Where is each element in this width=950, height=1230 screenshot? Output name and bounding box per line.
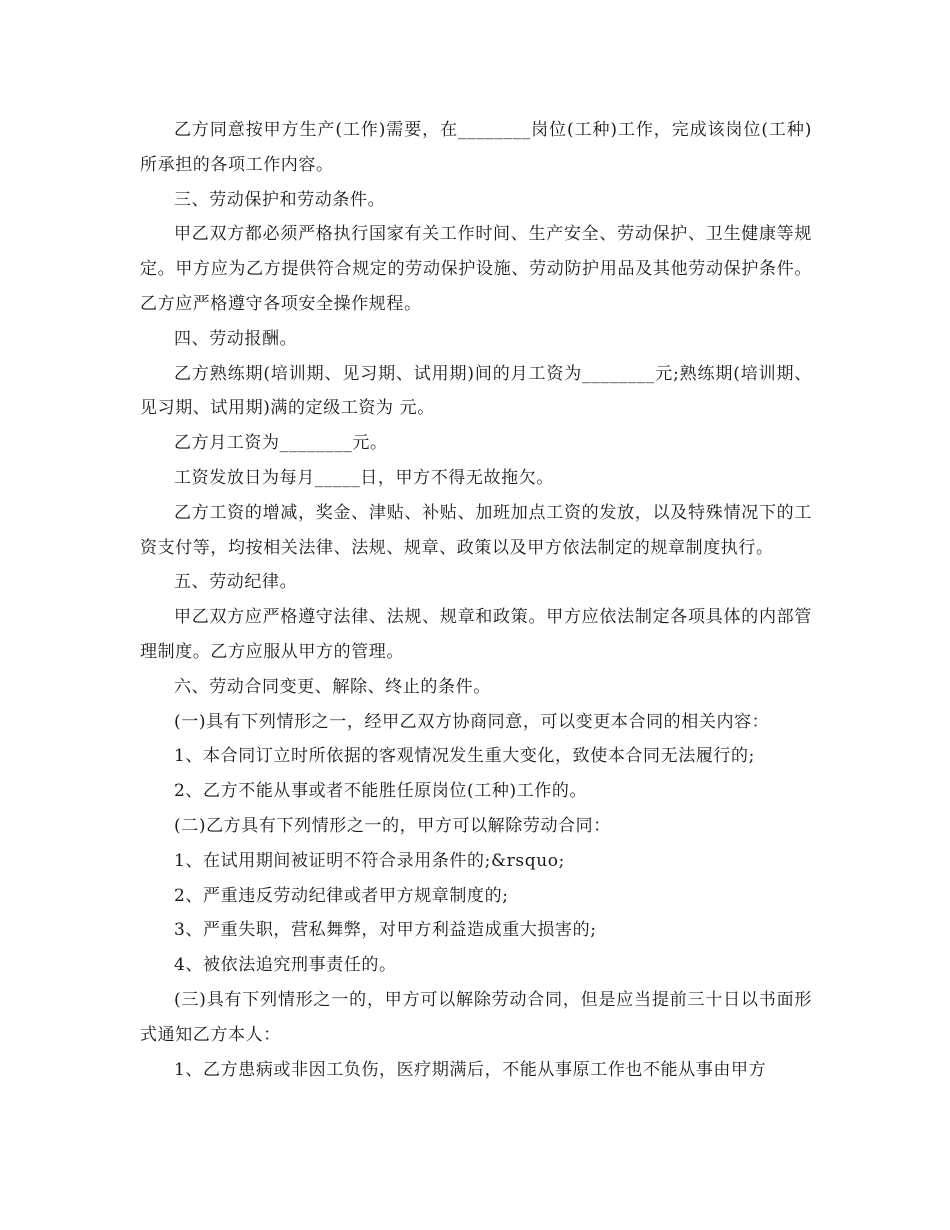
subsection-change-conditions: (一)具有下列情形之一，经甲乙双方协商同意，可以变更本合同的相关内容： xyxy=(174,711,770,732)
section-heading-labor-protection: 三、劳动保护和劳动条件。 xyxy=(174,189,386,210)
paragraph-labor-protection: 甲乙双方都必须严格执行国家有关工作时间、生产安全、劳动保护、卫生健康等规定。甲方应为乙方提供符合规定的劳动保护设施、劳动防护用品及其他劳动保护条件。乙方应严格遵守各项安全操作规程。 xyxy=(140,224,812,314)
list-item-dismissal-4: 4、被依法追究刑事责任的。 xyxy=(174,955,397,976)
paragraph-monthly-wage: 乙方月工资为________元。 xyxy=(174,433,388,454)
list-item-notice-1: 1、乙方患病或非因工负伤，医疗期满后，不能从事原工作也不能从事由甲方 xyxy=(174,1059,767,1080)
document-page xyxy=(140,113,812,1087)
paragraph-probation-wage: 乙方熟练期(培训期、见习期、试用期)间的月工资为________元;熟练期(培训期、见习期、试用期)满的定级工资为 元。 xyxy=(140,363,812,419)
paragraph-job-position: 乙方同意按甲方生产(工作)需要，在________岗位(工种)工作，完成该岗位(工种)所承担的各项工作内容。 xyxy=(140,120,812,175)
subsection-dismissal-conditions: (二)乙方具有下列情形之一的，甲方可以解除劳动合同： xyxy=(174,815,611,836)
section-heading-contract-change: 六、劳动合同变更、解除、终止的条件。 xyxy=(174,676,491,697)
section-heading-remuneration: 四、劳动报酬。 xyxy=(174,328,298,349)
list-item-dismissal-3: 3、严重失职，营私舞弊，对甲方利益造成重大损害的; xyxy=(174,920,597,941)
subsection-notice-dismissal: (三)具有下列情形之一的，甲方可以解除劳动合同，但是应当提前三十日以书面形式通知乙方本人： xyxy=(140,989,812,1045)
section-heading-discipline: 五、劳动纪律。 xyxy=(174,572,298,593)
list-item-change-1: 1、本合同订立时所依据的客观情况发生重大变化，致使本合同无法履行的; xyxy=(174,746,755,767)
paragraph-discipline: 甲乙双方应严格遵守法律、法规、规章和政策。甲方应依法制定各项具体的内部管理制度。乙方应服从甲方的管理。 xyxy=(140,607,812,662)
paragraph-payday: 工资发放日为每月_____日，甲方不得无故拖欠。 xyxy=(174,467,554,488)
paragraph-wage-adjustment: 乙方工资的增减，奖金、津贴、补贴、加班加点工资的发放，以及特殊情况下的工资支付等，均按相关法律、法规、规章、政策以及甲方依法制定的规章制度执行。 xyxy=(140,502,812,558)
list-item-change-2: 2、乙方不能从事或者不能胜任原岗位(工种)工作的。 xyxy=(174,781,588,802)
list-item-dismissal-1: 1、在试用期间被证明不符合录用条件的;&rsquo; xyxy=(174,850,565,871)
list-item-dismissal-2: 2、严重违反劳动纪律或者甲方规章制度的; xyxy=(174,885,509,906)
